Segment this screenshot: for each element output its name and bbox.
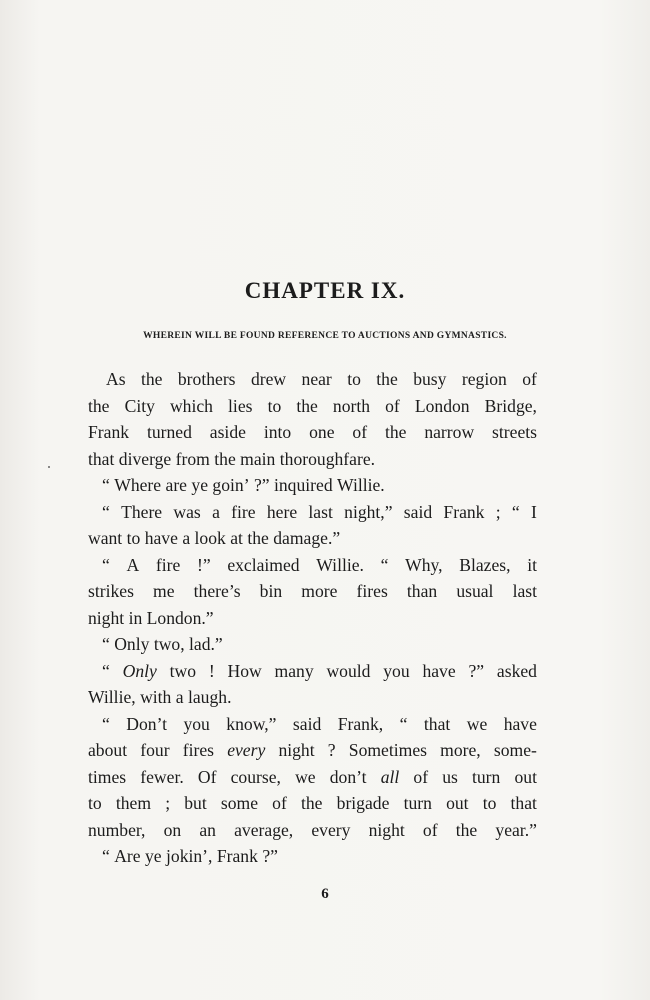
text-line: number, on an average, every night of the year.” <box>88 819 537 840</box>
text-line: to them ; but some of the brigade turn out to that <box>88 793 537 813</box>
text-line: about four fires every night ? Sometimes more, some- <box>88 740 537 760</box>
text-line: “ Are ye jokin’, Frank ?” <box>102 846 278 866</box>
text-line: Frank turned aside into one of the narrow streets <box>88 422 537 442</box>
page-number: 6 <box>321 886 329 902</box>
text-line: night in London.” <box>88 607 214 628</box>
chapter-subtitle: WHEREIN WILL BE FOUND REFERENCE TO AUCTIONS AND GYMNASTICS. <box>143 331 507 341</box>
text-line: “ There was a fire here last night,” said Frank ; “ I <box>102 501 537 522</box>
text-line: “ Only two, lad.” <box>102 634 223 654</box>
text-line: that diverge from the main thoroughfare. <box>88 448 376 469</box>
text-line: times fewer. Of course, we don’t all of us turn out <box>88 766 537 787</box>
body-text <box>88 366 537 870</box>
text-line: the City which lies to the north of London Bridge, <box>88 395 537 416</box>
text-line: strikes me there’s bin more fires than usual last <box>88 581 537 601</box>
text-line: “ Don’t you know,” said Frank, “ that we have <box>102 713 537 734</box>
ink-speck <box>48 466 50 468</box>
text-line: “ Where are ye goin’ ?” inquired Willie. <box>102 475 385 495</box>
text-line: As the brothers drew near to the busy region of <box>106 369 537 389</box>
chapter-title: CHAPTER IX. <box>244 278 406 303</box>
text-line: Willie, with a laugh. <box>88 687 232 707</box>
text-line: “ A fire !” exclaimed Willie. “ Why, Blazes, it <box>102 554 537 575</box>
text-line: “ Only two ! How many would you have ?” asked <box>102 660 537 681</box>
text-line: want to have a look at the damage.” <box>88 528 341 548</box>
